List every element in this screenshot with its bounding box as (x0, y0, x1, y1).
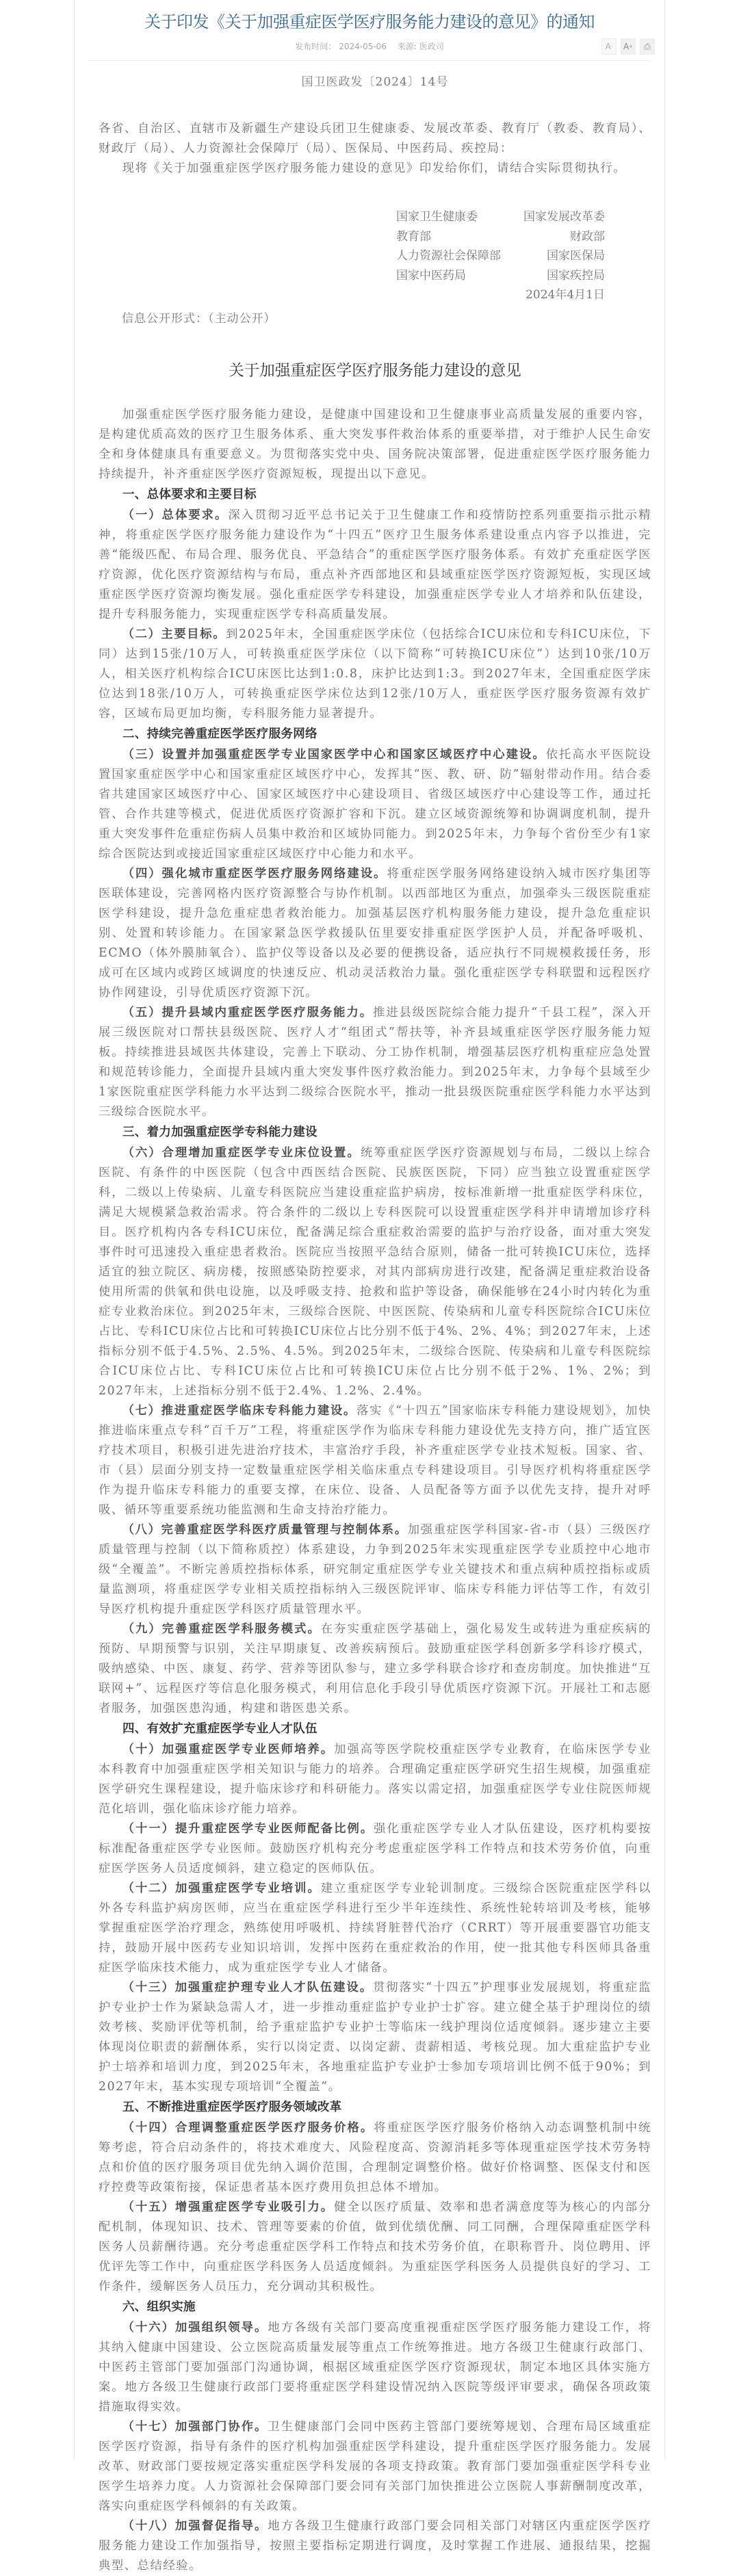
article-tools (601, 38, 655, 55)
section-item (99, 2417, 651, 2516)
item-text: 在夯实重症医学基础上，强化易发生或转进为重症疾病的预防、早期预警与识别，关注早期康复、改善疾病预后。鼓励重症医学科创新多学科诊疗模式，吸纳感染、中医、康复、药学、营养等团队参与，建立多学科联合诊疗和查房制度。加快推进“互联网+”、远程医疗等信息化服务模式，利用信息化手段引导优质医疗资源下沉。开展社工和志愿者服务，加强医患沟通，构建和谐医患关系。 (99, 1622, 651, 1715)
item-lead: （二）主要目标。 (122, 627, 226, 641)
section-heading: 二、持续完善重症医学医疗服务网络 (122, 727, 317, 741)
section-item (99, 1143, 651, 1401)
item-text: 健全以医疗质量、效率和患者满意度等为核心的内部分配机制，体现知识、技术、管理等要素的价值，做到优绩优酬、同工同酬，合理保障重症医学科医务人员薪酬待遇。充分考虑重症医学科工作特点和技术劳务价值，在职称晋升、岗位聘用、评优评先等工作中，向重症医学科医务人员适度倾斜。为重症医学科医务人员提供良好的学习、工作条件，缓解医务人员压力，充分调动其积极性。 (99, 2200, 651, 2293)
item-text: 强化重症医学专业人才队伍建设，医疗机构要按标准配备重症医学专业医师。鼓励医疗机构充分考虑重症医学科工作特点和技术劳务价值，向重症医学医务人员适度倾斜，建立稳定的医师队伍。 (99, 1821, 651, 1875)
item-lead: （九）完善重症医学科服务模式。 (122, 1622, 321, 1636)
opinion-title: 关于加强重症医学医疗服务能力建设的意见 (229, 361, 521, 380)
section-item (99, 1619, 651, 1719)
source-value: 医政司 (419, 42, 444, 51)
signer-name: 国家发展改革委 (523, 210, 605, 224)
item-text: 将重症医学服务网络建设纳入城市医疗集团等医联体建设，完善网格内医疗资源整合与协作机制。以西部地区为重点，加强牵头三级医院重症医学科建设，提升急危重症患者救治能力。加强基层医疗机构服务能力建设，提升急危重症识别、处置和转诊能力。在国家紧急医学救援队伍里要安排重症医学医护人员，并配备呼吸机、ECMO（体外膜肺氧合）、监护仪等设备以及必要的便携设备，适应执行不同规模救援任务，形成可在区域内或跨区域调度的快速反应、机动灵活救治力量。强化重症医学专科联盟和远程医疗协作网建设，引导优质医疗资源下沉。 (99, 866, 651, 1000)
article-meta (75, 40, 664, 53)
item-text: 地方各级有关部门要高度重视重症医学医疗服务能力建设工作，将其纳入健康中国建设、公立医院高质量发展等重点工作统筹推进。地方各级卫生健康行政部门、中医药主管部门要加强部门沟通协调，根据区域重症医学医疗资源现状，制定本地区具体实施方案。地方各级卫生健康行政部门要将重症医学科建设情况纳入医院等级评审要求，确保各项政策措施取得实效。 (99, 2320, 651, 2414)
item-lead: （五）提升县域内重症医学医疗服务能力。 (122, 1005, 374, 1019)
signer-row (396, 266, 605, 286)
section-item (99, 2516, 651, 2576)
item-lead: （十）加强重症医学专业医师培养。 (122, 1742, 335, 1756)
item-lead: （七）推进重症医学临床专科能力建设。 (122, 1403, 357, 1418)
signer-row (396, 227, 605, 247)
disclosure-form: 信息公开形式：（主动公开） (122, 311, 276, 326)
section-item (99, 1740, 651, 1819)
section-item (99, 1003, 651, 1122)
item-text: 到2025年末，全国重症医学床位（包括综合ICU床位和专科ICU床位，下同）达到15张/10万人，可转换重症医学床位（以下简称“可转换ICU床位”）达到10张/10万人，相关医疗机构综合ICU床医比达到1:0.8，床护比达到1:3。到2027年末，全国重症医学床位达到18张/10万人，可转换重症医学床位达到12张/10万人，重症医学医疗服务资源有效扩容，区域布局更加均衡，专科服务能力显著提升。 (99, 627, 651, 720)
signer-name: 国家中医药局 (396, 268, 466, 283)
section-item (99, 2318, 651, 2417)
signer-name: 教育部 (396, 229, 431, 244)
notice-body: 现将《关于加强重症医学医疗服务能力建设的意见》印发给你们，请结合实际贯彻执行。 (122, 161, 626, 175)
section-item (99, 1819, 651, 1879)
item-lead: （六）合理增加重症医学专业床位设置。 (122, 1145, 361, 1160)
section-heading: 五、不断推进重症医学医疗服务领域改革 (122, 2100, 342, 2114)
item-text: 推进县级医院综合能力提升“千县工程”，深入开展三级医院对口帮扶县级医院、医疗人才“组团式”帮扶等，补齐县域重症医学医疗服务能力短板。持续推进县域医共体建设，完善上下联动、分工协作机制，增强基层医疗机构重症应急处置和规范转诊能力，全面提升县域内重大突发事件医疗救治能力。到2025年末，力争每个县域至少1家医院重症医学科能力水平达到二级综合医院水平，推动一批县级医院重症医学科能力水平达到三级综合医院水平。 (99, 1005, 651, 1119)
item-lead: （一）总体要求。 (122, 508, 229, 522)
section-heading: 一、总体要求和主要目标 (122, 487, 257, 502)
print-button[interactable] (640, 38, 655, 55)
item-text: 深入贯彻习近平总书记关于卫生健康工作和疫情防控系列重要指示批示精神，将重症医学医疗服务能力建设作为“十四五”医疗卫生服务体系建设重点内容予以推进，完善“能级匹配、布局合理、服务优良、平急结合”的重症医学医疗服务体系。有效扩充重症医学医疗资源，优化医疗资源结构与布局，重点补齐西部地区和县域重症医学医疗资源短板，实现区域重症医学医疗资源均衡发展。强化重症医学专科建设，加强重症医学专业人才培养和队伍建设，提升专科服务能力，实现重症医学专科高质量发展。 (99, 508, 651, 621)
item-lead: （四）强化城市重症医学医疗服务网络建设。 (122, 866, 387, 881)
signer-name: 国家疾控局 (547, 268, 605, 283)
section-item (99, 1978, 651, 2097)
article-content (99, 68, 651, 2576)
font-decrease-button[interactable]: A - (601, 38, 617, 55)
item-text: 加强高等医学院校重症医学专业教育，在临床医学专业本科教育中加强重症医学相关知识与能力的培养。合理确定重症医学研究生招生规模，加强重症医学研究生课程建设，提升临床诊疗和科研能力。落实以需定招，加强重症医学专业住院医师规范化培训，强化临床诊疗能力培养。 (99, 1742, 651, 1816)
section-heading: 六、组织实施 (122, 2300, 196, 2314)
article-panel (74, 0, 665, 2573)
signer-row (396, 246, 605, 266)
section-item (99, 745, 651, 864)
addressees: 各省、自治区、直辖市及新疆生产建设兵团卫生健康委、发展改革委、教育厅（教委、教育局）、财政厅（局）、人力资源社会保障厅（局）、医保局、中医药局、疾控局： (99, 122, 651, 155)
print-icon: ⎙ (644, 41, 651, 51)
item-lead: （十七）加强部门协作。 (122, 2419, 268, 2434)
section-item (99, 1520, 651, 1619)
item-text: 落实《“十四五”国家临床专科能力建设规划》，加快推进临床重点专科“百千万”工程，将重症医学作为临床专科能力建设优先支持方向，推广适宜医疗技术项目，积极引进先进治疗技术，丰富治疗手段，补齐重症医学专业技术短板。国家、省、市（县）层面分别支持一定数量重症医学相关临床重点专科建设项目。引导医疗机构将重症医学作为提升临床专科能力的重要支撑，在床位、设备、人员配备等方面予以优先支持，提升对呼吸、循环等重要系统功能监测和生命支持治疗能力。 (99, 1403, 651, 1517)
source: 来源: 医政司 (397, 42, 444, 51)
item-text: 加强重症医学科国家-省-市（县）三级医疗质量管理与控制（以下简称质控）体系建设，力争到2025年末实现重症医学专业质控中心地市级“全覆盖”。不断完善质控指标体系，研究制定重症医学专业关键技术和重点病种质控指标或质量监测项，将重症医学专业相关质控指标纳入三级医院评审、临床专科能力评估等工作，有效引导医疗机构提升重症医学科医疗质量管理水平。 (99, 1522, 651, 1616)
signer-row (396, 207, 605, 227)
item-lead: （三）设置并加强重症医学专业国家医学中心和国家区域医疗中心建设。 (122, 747, 546, 762)
section-item (99, 1401, 651, 1520)
page-title: 关于印发《关于加强重症医学医疗服务能力建设的意见》的通知 (144, 12, 595, 31)
signers-block (396, 207, 605, 305)
publish-date: 2024-05-06 (339, 42, 387, 51)
document-number: 国卫医政发〔2024〕14号 (301, 75, 449, 89)
item-text: 建立重症医学专业轮训制度。三级综合医院重症医学科以外各专科监护病房医师，应当在重症医学科进行至少半年连续性、系统性轮转培训及考核，能够掌握重症医学治疗理念，熟练使用呼吸机、持续肾脏替代治疗（CRRT）等开展重要器官功能支持，鼓励开展中医药专业知识培训，发挥中医药在重症救治的作用，使一批其他专科医师具备重症医学临床技术能力，成为重症医学专业人才储备。 (99, 1881, 651, 1975)
opinion-intro: 加强重症医学医疗服务能力建设，是健康中国建设和卫生健康事业高质量发展的重要内容，是构建优质高效的医疗卫生服务体系、重大突发事件救治体系的重要举措，对于维护人民生命安全和身体健康具有重要意义。为贯彻落实党中央、国务院决策部署，促进重症医学医疗服务能力持续提升，补齐重症医学医疗资源短板，现提出以下意见。 (99, 407, 651, 481)
section-heading: 三、着力加强重症医学专科能力建设 (122, 1125, 317, 1139)
item-text: 统筹重症医学医疗资源规划与布局，二级以上综合医院、有条件的中医医院（包含中西医结合医院、民族医医院，下同）应当独立设置重症医学科，二级以上传染病、儿童专科医院应当建设重症监护病房，按标准新增一批重症医学科床位，满足大规模紧急救治需求。符合条件的二级以上专科医院可以设置重症医学科并申请增加诊疗科目。医疗机构内各专科ICU床位，配备满足综合重症救治需要的监护与治疗设备，面对重大突发事件时可迅速投入重症患者救治。医院应当按照平急结合原则，储备一批可转换ICU床位，选择适宜的独立院区、病房楼，按照感染防控要求，对其内部病房进行改建，配备满足重症救治设备使用所需的供氧和供电设施，以及呼吸支持、抢救和监护等设备，确保能够在24小时内转化为重症专业救治床位。到2025年末，三级综合医院、中医医院、传染病和儿童专科医院综合ICU床位占比、专科ICU床位占比和可转换ICU床位占比分别不低于4%、2%、4%；到2027年末，上述指标分别不低于4.5%、2.5%、4.5%。到2025年末，二级综合医院、传染病和儿童专科医院综合ICU床位占比、专科ICU床位占比和可转换ICU床位占比分别不低于2%、1%、2%；到2027年末，上述指标分别不低于2.4%、1.2%、2.4%。 (99, 1145, 652, 1398)
font-increase-button[interactable]: A + (621, 38, 636, 55)
item-text: 地方各级卫生健康行政部门要会同相关部门对辖区内重症医学医疗服务能力建设工作加强指导，按照主要指标定期进行调度，及时掌握工作进展、通报结果，挖掘典型、总结经验。 (99, 2519, 651, 2573)
section-item (99, 864, 651, 1003)
section-heading: 四、有效扩充重症医学专业人才队伍 (122, 1721, 317, 1736)
signing-date: 2024年4月1日 (526, 288, 605, 302)
item-text: 卫生健康部门会同中医药主管部门要统筹规划、合理布局区域重症医学医疗资源，指导有条件的医疗机构加强重症医学科建设，提升重症医学医疗服务能力。发展改革、财政部门要按规定落实重症医学科发展的各项支持政策。教育部门要加强重症医学科专业医学生培养力度。人力资源社会保障部门要会同有关部门加快推进公立医院人事薪酬制度改革，落实向重症医学科倾斜的有关政策。 (99, 2419, 651, 2513)
section-item (99, 506, 651, 625)
signer-name: 国家医保局 (547, 249, 605, 263)
item-text: 将重症医学医疗服务价格纳入动态调整机制中统筹考虑，符合启动条件的，将技术难度大、风险程度高、资源消耗多等体现重症医学技术劳务特点和价值的医疗服务项目优先纳入调价范围，合理制定调整价格。做好价格调整、医保支付和医疗控费等政策衔接，保证患者基本医疗费用负担总体不增加。 (99, 2120, 651, 2194)
opinion-sections (99, 484, 651, 2576)
item-text: 依托高水平医院设置国家重症医学中心和国家重症区域医疗中心，发挥其“医、教、研、防”辐射带动作用。结合委省共建国家区域医疗中心、国家区域医疗中心建设项目、省级区域医疗中心建设等工作，通过托管、合作共建等模式，促进优质医疗资源扩容和下沉。建立区域资源统筹和协调调度机制，提升重大突发事件危重症伤病人员集中救治和区域协同能力。到2025年末，力争每个省份至少有1家综合医院达到或接近国家重症区域医疗中心能力和水平。 (99, 747, 651, 861)
section-item (99, 1879, 651, 1978)
item-lead: （十八）加强督促指导。 (122, 2519, 268, 2533)
item-lead: （十一）提升重症医学专业医师配备比例。 (122, 1821, 374, 1836)
publish-label: 发布时间： 2024-05-06 (295, 42, 387, 51)
item-lead: （十六）加强组织领导。 (122, 2320, 268, 2334)
item-lead: （十二）加强重症医学专业培训。 (122, 1881, 321, 1895)
signer-name: 财政部 (570, 229, 605, 244)
item-lead: （十三）加强重症护理专业人才队伍建设。 (122, 1980, 374, 1994)
header-divider (88, 60, 651, 61)
signer-name: 国家卫生健康委 (396, 210, 478, 224)
section-item (99, 2198, 651, 2297)
section-item (99, 2118, 651, 2198)
signer-name: 人力资源社会保障部 (396, 249, 501, 263)
item-lead: （八）完善重症医学科医疗质量管理与控制体系。 (122, 1522, 408, 1537)
item-lead: （十五）增强重症医学专业吸引力。 (122, 2200, 335, 2214)
item-lead: （十四）合理调整重症医学医疗服务价格。 (122, 2120, 374, 2135)
item-text: 贯彻落实“十四五”护理事业发展规划，将重症监护专业护士作为紧缺急需人才，进一步推动重症监护专业护士扩容。建立健全基于护理岗位的绩效考核、奖励评优等机制，给予重症监护专业护士等临床一线护理岗位适度倾斜。逐步建立主要体现岗位职责的薪酬体系，实行以岗定责、以岗定薪、责薪相适、考核兑现。加大重症监护专业护士培养和培训力度，到2025年末，各地重症监护专业护士参加专项培训比例不低于90%；到2027年末，基本实现专项培训“全覆盖”。 (99, 1980, 651, 2094)
section-item (99, 625, 651, 724)
